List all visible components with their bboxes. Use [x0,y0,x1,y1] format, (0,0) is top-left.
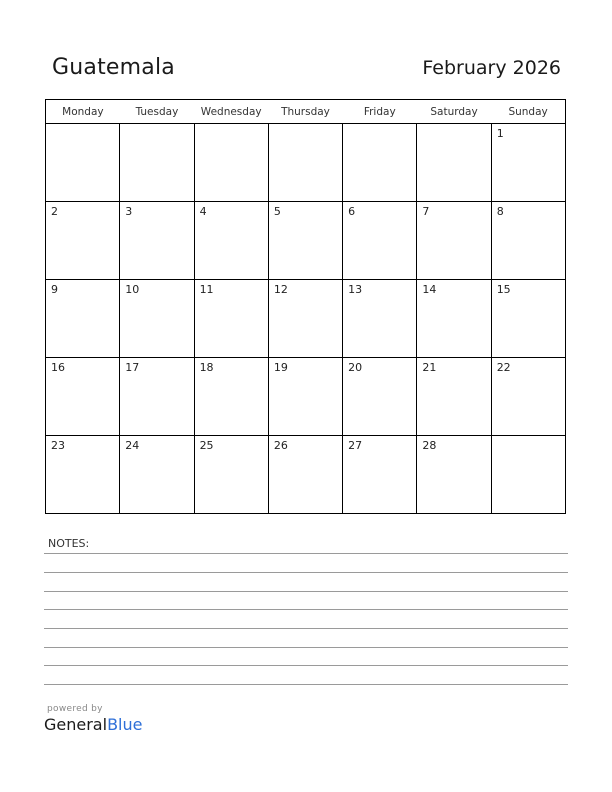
day-cell [417,280,491,358]
day-cell [491,436,565,514]
day-cell [46,202,120,280]
day-number: 18 [199,361,214,374]
day-cell [120,436,194,514]
day-cell [491,358,565,436]
day-cell [194,280,268,358]
day-number: 14 [422,283,437,296]
day-cell [268,280,342,358]
day-number: 12 [273,283,288,296]
day-cell [417,358,491,436]
day-number: 4 [199,205,207,218]
day-cell [120,124,194,202]
day-number: 22 [496,361,511,374]
day-number: 15 [496,283,511,296]
week-row-2 [46,202,566,280]
note-line [44,684,568,685]
weekday-friday: Friday [343,100,417,124]
brand-general: General [44,715,108,734]
day-cell [491,202,565,280]
day-cell [268,124,342,202]
note-line [44,647,568,648]
day-cell [343,358,417,436]
day-cell [343,280,417,358]
note-line [44,591,568,592]
day-number: 20 [348,361,363,374]
day-number: 3 [125,205,133,218]
day-number: 19 [273,361,288,374]
note-line [44,665,568,666]
day-cell [417,436,491,514]
day-number: 5 [273,205,281,218]
day-cell [46,124,120,202]
powered-by-text: powered by [47,704,103,714]
generalblue-logo [44,704,142,734]
day-cell [46,436,120,514]
day-cell [343,124,417,202]
day-number: 13 [348,283,363,296]
weekday-monday: Monday [46,100,120,124]
day-number: 10 [125,283,140,296]
day-number: 28 [422,439,437,452]
week-row-3 [46,280,566,358]
day-cell [491,280,565,358]
day-number: 26 [273,439,288,452]
day-cell [120,202,194,280]
day-cell [343,202,417,280]
week-row-1 [46,124,566,202]
day-number: 16 [51,361,65,374]
day-cell [268,202,342,280]
day-number: 9 [51,283,58,296]
day-cell [194,124,268,202]
brand-name [44,715,142,734]
brand-blue: Blue [107,715,143,734]
note-line [44,609,568,610]
day-cell [417,124,491,202]
day-cell [268,436,342,514]
day-number: 8 [496,205,504,218]
day-cell [120,280,194,358]
day-number: 1 [496,127,504,140]
day-number: 2 [51,205,58,218]
day-number: 17 [125,361,140,374]
week-row-5 [46,436,566,514]
calendar-grid [45,99,566,514]
day-number: 11 [199,283,214,296]
weekday-saturday: Saturday [417,100,491,124]
country-title: Guatemala [52,55,175,80]
note-line [44,572,568,573]
weekday-tuesday: Tuesday [120,100,194,124]
day-number: 6 [348,205,356,218]
day-cell [194,358,268,436]
note-line [44,553,568,554]
day-number: 25 [199,439,214,452]
weekday-thursday: Thursday [268,100,342,124]
day-cell [343,436,417,514]
day-cell [268,358,342,436]
day-number: 23 [51,439,65,452]
notes-label: NOTES: [48,537,90,550]
day-cell [46,280,120,358]
weekday-sunday: Sunday [491,100,565,124]
day-number: 24 [125,439,140,452]
day-number: 7 [422,205,430,218]
day-cell [194,202,268,280]
weekday-wednesday: Wednesday [194,100,268,124]
week-row-4 [46,358,566,436]
month-year-title: February 2026 [422,57,561,79]
day-number: 21 [422,361,437,374]
weekday-header-row [46,100,566,124]
note-line [44,628,568,629]
day-cell [417,202,491,280]
day-cell [194,436,268,514]
day-cell [491,124,565,202]
day-cell [46,358,120,436]
day-cell [120,358,194,436]
day-number: 27 [348,439,363,452]
